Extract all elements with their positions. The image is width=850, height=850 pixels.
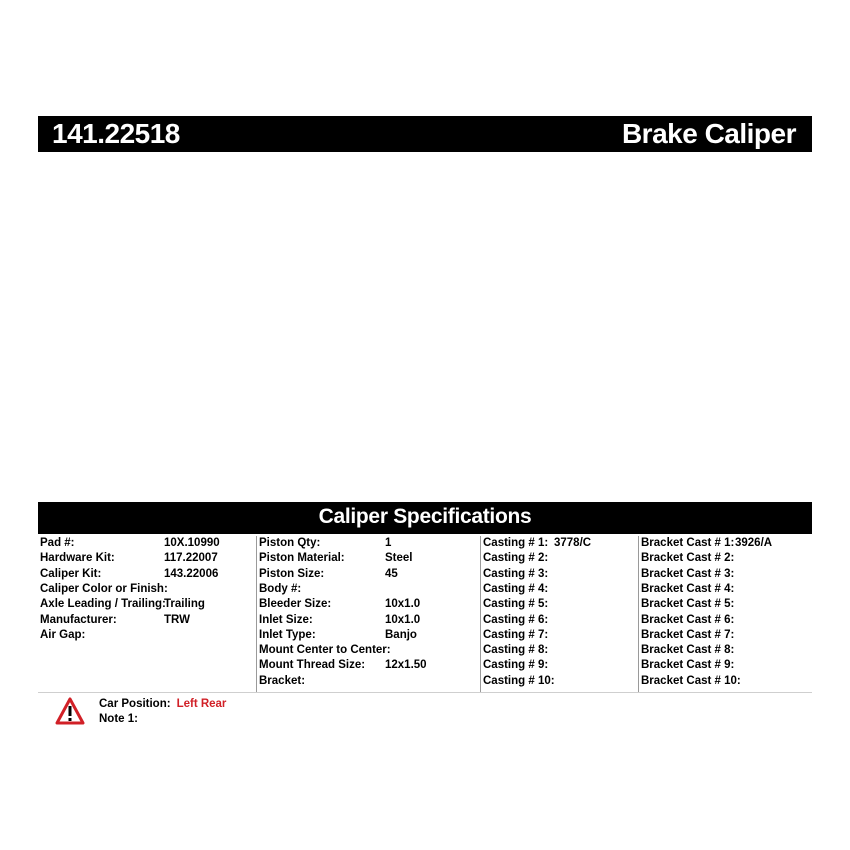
car-position-value: Left Rear <box>176 698 227 710</box>
product-name: Brake Caliper <box>621 118 796 149</box>
part-number: 141.22518 <box>52 118 180 149</box>
spec-label: Air Gap: <box>40 628 86 641</box>
spec-table <box>38 536 812 692</box>
spec-value: 10x1.0 <box>385 598 421 611</box>
spec-column-casting <box>480 536 639 692</box>
spec-label: Casting # 1: <box>483 537 549 549</box>
spec-label: Bracket Cast # 2: <box>641 552 735 565</box>
spec-label: Mount Center to Center: <box>259 644 391 657</box>
spec-section-header <box>38 502 812 534</box>
note1-label: Note 1: <box>99 713 138 725</box>
note1-row <box>99 712 226 727</box>
spec-label: Bracket: <box>259 674 306 687</box>
spec-column-piston <box>256 536 481 692</box>
title-bar <box>38 116 812 152</box>
spec-label: Casting # 8: <box>483 644 549 657</box>
spec-label: Casting # 4: <box>483 582 549 595</box>
spec-value: Steel <box>385 552 413 565</box>
spec-label: Bracket Cast # 8: <box>641 644 735 657</box>
spec-value: 45 <box>385 567 398 580</box>
spec-value: 12x1.50 <box>385 659 427 672</box>
notes-block <box>99 697 226 727</box>
spec-label: Casting # 10: <box>483 674 555 687</box>
spec-value: Trailing <box>164 598 205 611</box>
spec-label: Casting # 2: <box>483 552 549 565</box>
spec-value: 10X.10990 <box>164 537 220 549</box>
spec-value: 117.22007 <box>164 552 218 565</box>
spec-label: Bracket Cast # 5: <box>641 598 735 611</box>
spec-label: Casting # 7: <box>483 628 549 641</box>
spec-label: Bracket Cast # 4: <box>641 582 735 595</box>
car-position-label: Car Position: <box>99 698 171 710</box>
spec-label: Bracket Cast # 6: <box>641 613 735 626</box>
spec-label: Casting # 6: <box>483 613 549 626</box>
divider <box>38 692 812 693</box>
spec-title: Caliper Specifications <box>318 505 532 528</box>
warning-triangle-icon <box>55 697 85 725</box>
spec-label: Bracket Cast # 7: <box>641 628 735 641</box>
spec-value: 3778/C <box>554 537 592 549</box>
spec-value: 1 <box>385 537 392 549</box>
spec-label: Piston Material: <box>259 552 345 565</box>
car-position-row <box>99 697 226 712</box>
spec-label: Hardware Kit: <box>40 552 115 565</box>
spec-label: Casting # 3: <box>483 567 549 580</box>
spec-value: 10x1.0 <box>385 613 421 626</box>
spec-value: TRW <box>164 613 190 626</box>
spec-label: Inlet Size: <box>259 613 313 626</box>
spec-label: Bracket Cast # 9: <box>641 659 735 672</box>
spec-label: Bracket Cast # 1: <box>641 537 735 549</box>
spec-label: Manufacturer: <box>40 613 117 626</box>
spec-label: Caliper Kit: <box>40 567 102 580</box>
spec-value: 3926/A <box>735 537 773 549</box>
spec-label: Piston Size: <box>259 567 325 580</box>
spec-label: Pad #: <box>40 537 75 549</box>
spec-value: 143.22006 <box>164 567 219 580</box>
spec-value: Banjo <box>385 628 417 641</box>
spec-column-bracket-cast <box>638 536 813 692</box>
spec-label: Axle Leading / Trailing: <box>40 598 166 611</box>
spec-label: Bracket Cast # 10: <box>641 674 741 687</box>
spec-label: Casting # 5: <box>483 598 549 611</box>
spec-label: Bracket Cast # 3: <box>641 567 735 580</box>
spec-column-general <box>38 536 256 692</box>
spec-label: Piston Qty: <box>259 537 321 549</box>
spec-label: Body #: <box>259 582 302 595</box>
spec-label: Bleeder Size: <box>259 598 332 611</box>
spec-label: Caliper Color or Finish: <box>40 582 168 595</box>
spec-label: Inlet Type: <box>259 628 316 641</box>
spec-label: Mount Thread Size: <box>259 659 366 672</box>
spec-label: Casting # 9: <box>483 659 549 672</box>
